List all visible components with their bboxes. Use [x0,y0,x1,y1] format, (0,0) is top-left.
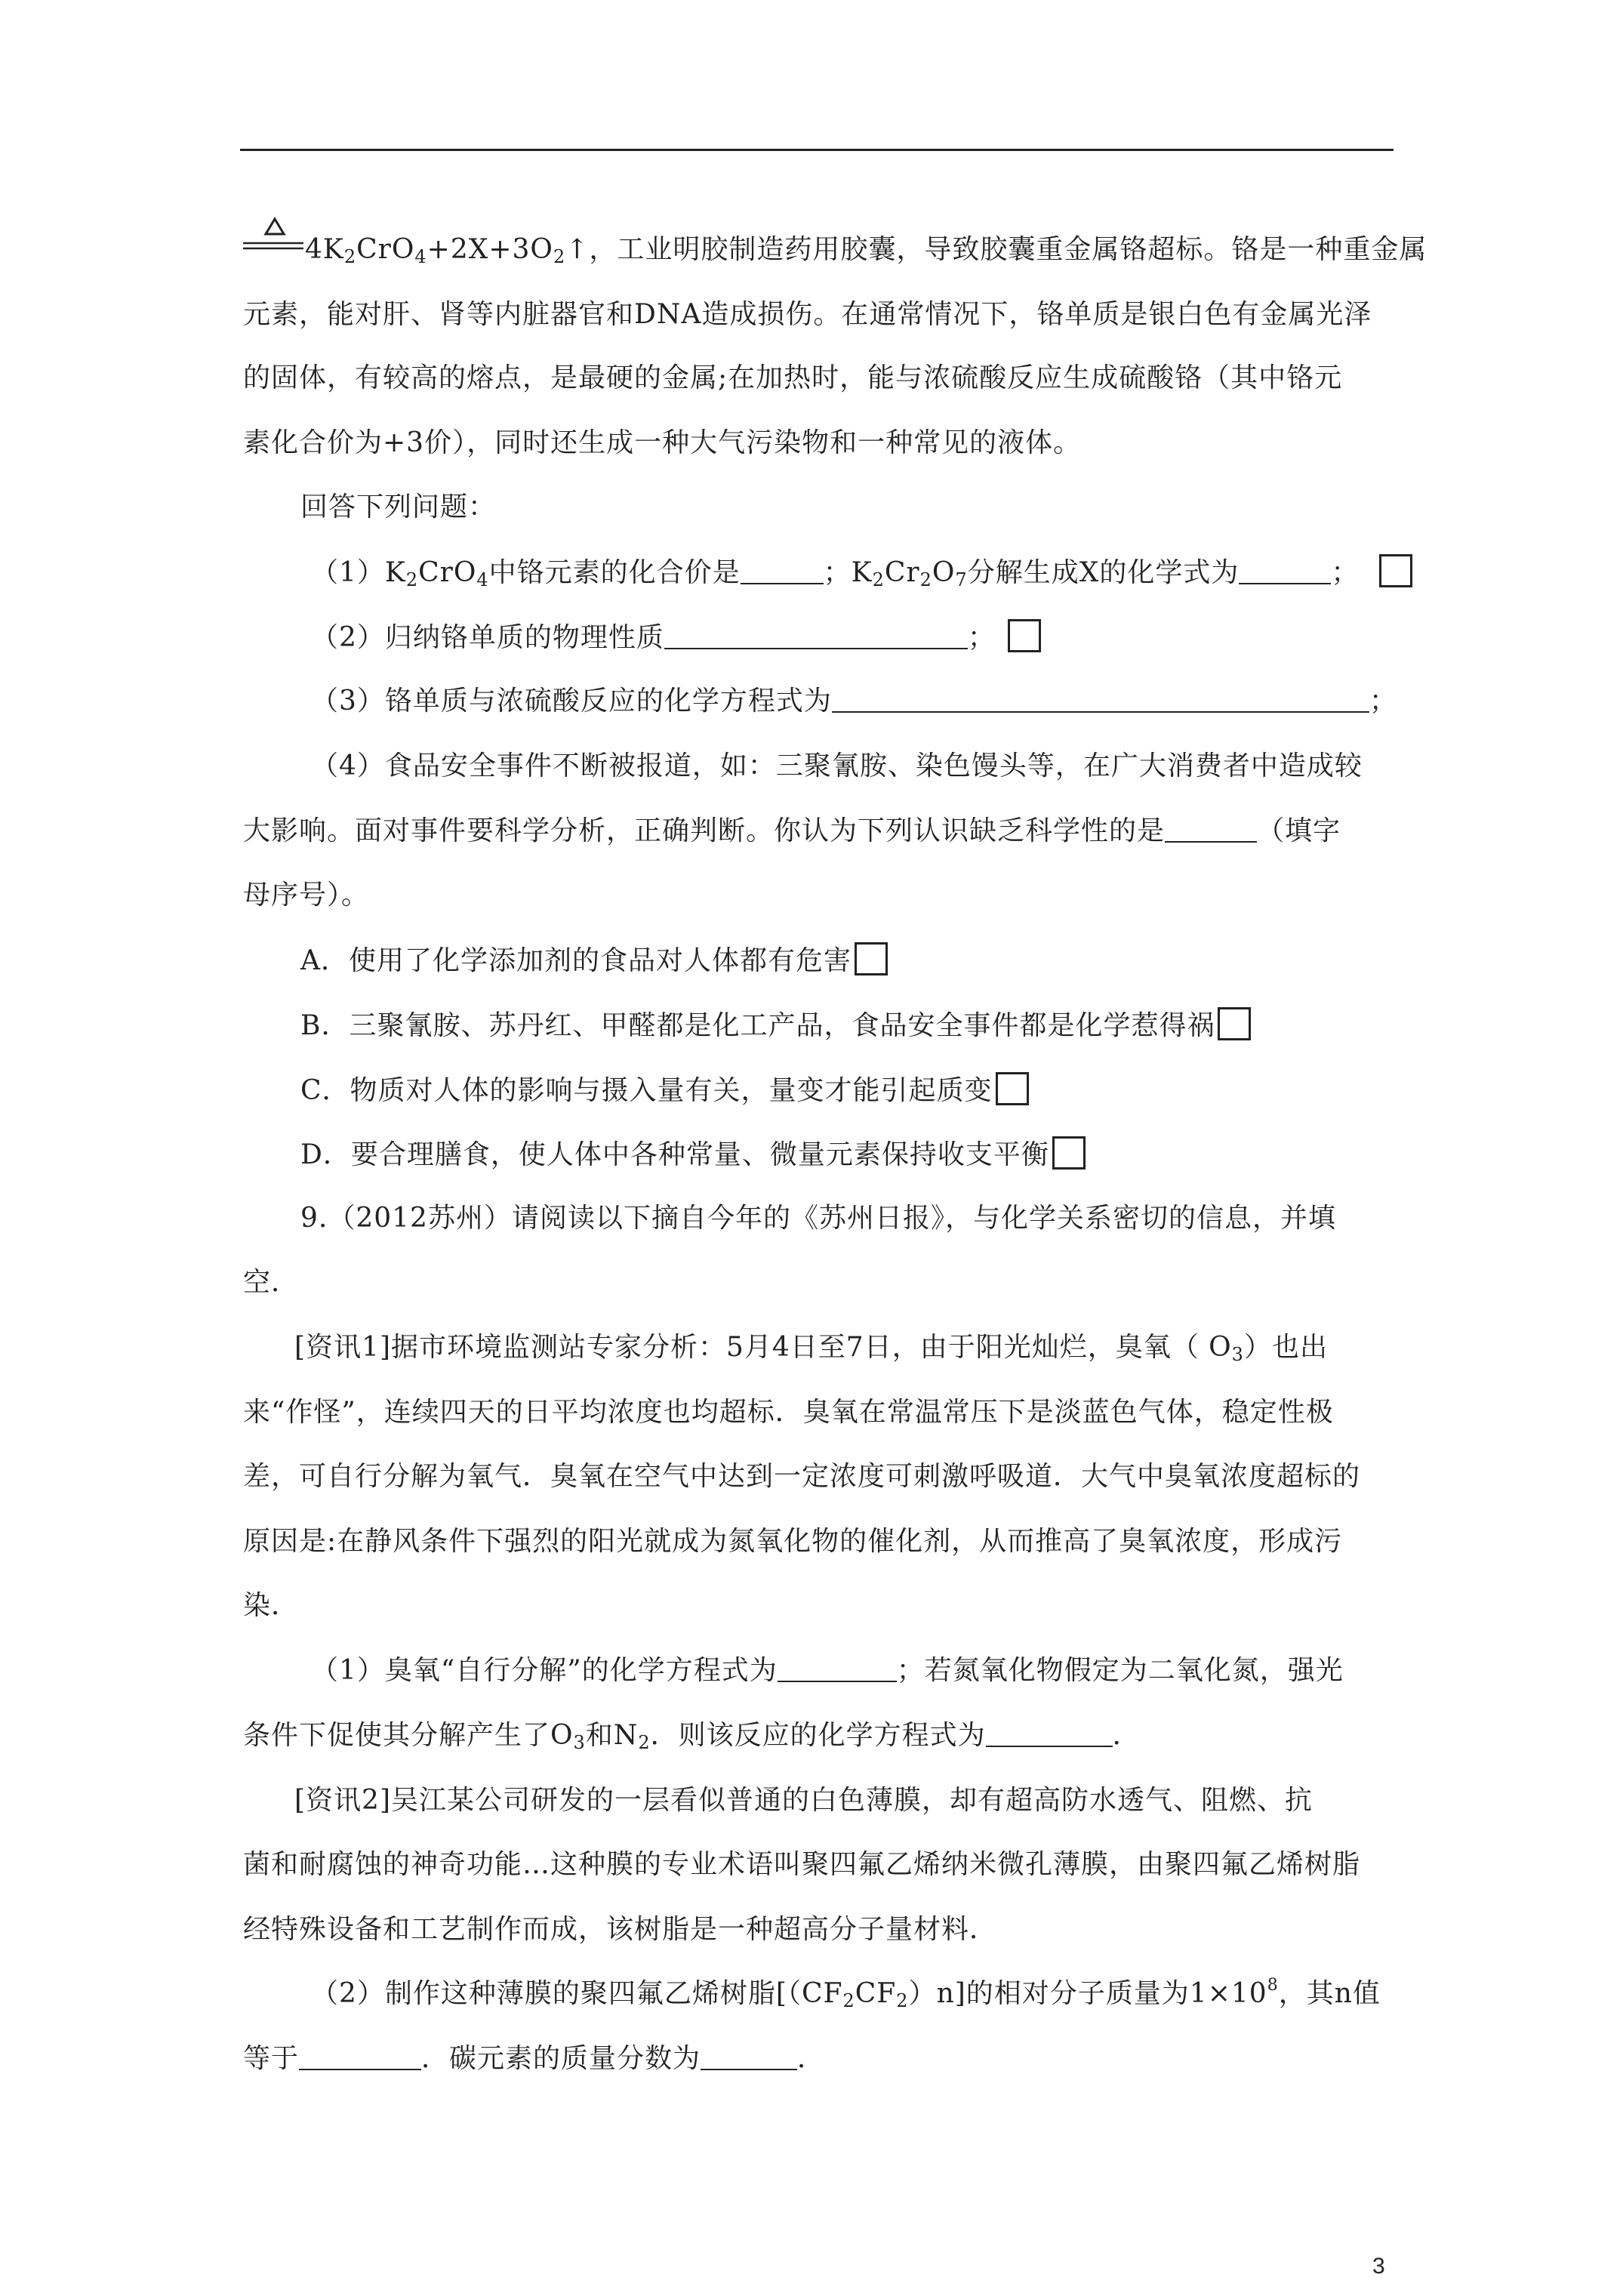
answer-blank[interactable] [1239,557,1331,584]
reaction-line: $4K_2CrO_4+2X+3O_2↑$，工业明胶制造药用胶囊，导致胶囊重金属铬超标。铬是一种重金属 [305,234,1427,267]
question-1: $(1)K_2CrO_4$中铬元素的化合价是 ；$K_2Cr_2O_7$分解生成X的化学式为 ； [311,554,1412,590]
question-2: （2）归纳铬单质的物理性质 ； [311,619,1041,655]
answer-blank[interactable] [701,2043,797,2070]
sub-question-2: （2）制作这种薄膜的聚四氟乙烯树脂$[(CF_2CF_2)n]$的相对分子质量为$1\times 10^8$，其n值 [311,1976,1381,2011]
checkbox[interactable] [855,942,888,975]
option-c: C．物质对人体的影响与摄入量有关，量变才能引起质变 [300,1072,1029,1108]
sub-question-1: （1）臭氧“自行分解”的化学方程式为 ；若氮氧化物假定为二氧化氮，强光 [311,1655,1344,1686]
checkbox[interactable] [1218,1007,1251,1040]
option-a: A．使用了化学添加剂的食品对人体都有危害 [300,942,888,978]
heating-delta-symbol [243,216,303,254]
info-2-line: 菌和耐腐蚀的神奇功能…这种膜的专业术语叫聚四氟乙烯纳米微孔薄膜，由聚四氟乙烯树脂 [243,1849,1361,1880]
answer-prompt: 回答下列问题： [300,492,497,522]
checkbox[interactable] [1008,619,1041,652]
question-4: （4）食品安全事件不断被报道，如：三聚氰胺、染色馒头等，在广大消费者中造成较 [311,750,1363,781]
option-d: D．要合理膳食，使人体中各种常量、微量元素保持收支平衡 [300,1136,1086,1173]
info-1-line: 染． [243,1590,300,1621]
question-9-line: 空． [243,1267,300,1298]
question-9: 9.（2012苏州）请阅读以下摘自今年的《苏州日报》，与化学关系密切的信息，并填 [300,1203,1336,1234]
question-4-line: 母序号）。 [243,880,370,911]
checkbox[interactable] [1379,554,1412,587]
paragraph-line: 的固体，有较高的熔点，是最硬的金属;在加热时，能与浓硫酸反应生成硫酸铬（其中铬元 [243,362,1343,393]
info-2-line: 经特殊设备和工艺制作而成，该树脂是一种超高分子量材料． [243,1914,998,1945]
header-rule [240,149,1394,151]
answer-blank[interactable] [664,622,968,649]
checkbox[interactable] [996,1072,1029,1105]
answer-blank[interactable] [832,686,1369,713]
answer-blank[interactable] [1165,815,1257,843]
checkbox[interactable] [1052,1136,1086,1170]
info-1-line: 来“作怪”，连续四天的日平均浓度也均超标．臭氧在常温常压下是淡蓝色气体，稳定性极 [243,1397,1334,1428]
option-b: B．三聚氰胺、苏丹红、甲醛都是化工产品，食品安全事件都是化学惹得祸 [300,1007,1251,1043]
info-2: [资讯2]吴江某公司研发的一层看似普通的白色薄膜，却有超高防水透气、阻燃、抗 [294,1785,1313,1816]
paragraph-line: 素化合价为+3价），同时还生成一种大气污染物和一种常见的液体。 [243,427,1082,458]
info-1-line: 差，可自行分解为氧气．臭氧在空气中达到一定浓度可刺激呼吸道．大气中臭氧浓度超标的 [243,1461,1361,1492]
sub-question-1-line: 条件下促使其分解产生了$O_3$和$N_2$．则该反应的化学方程式为 ． [243,1720,1141,1753]
answer-blank[interactable] [741,557,824,584]
answer-blank[interactable] [986,1720,1113,1747]
question-3: （3）铬单质与浓硫酸反应的化学方程式为 ； [311,686,1397,717]
answer-blank[interactable] [778,1655,897,1682]
info-1-line: 原因是:在静风条件下强烈的阳光就成为氮氧化物的催化剂，从而推高了臭氧浓度，形成污 [243,1526,1343,1557]
answer-blank[interactable] [299,2043,421,2070]
question-4-line: 大影响。面对事件要科学分析，正确判断。你认为下列认识缺乏科学性的是 （填字 [243,815,1341,846]
paragraph-line: 元素，能对肝、肾等内脏器官和DNA造成损伤。在通常情况下，铬单质是银白色有金属光泽 [243,299,1372,330]
info-1: [资讯1]据市环境监测站专家分析：5月4日至7日，由于阳光灿烂，臭氧（ $O_3$）也出 [294,1332,1328,1365]
sub-question-2-line: 等于 ．碳元素的质量分数为 ． [243,2043,826,2074]
page-number: 3 [1372,2254,1385,2279]
